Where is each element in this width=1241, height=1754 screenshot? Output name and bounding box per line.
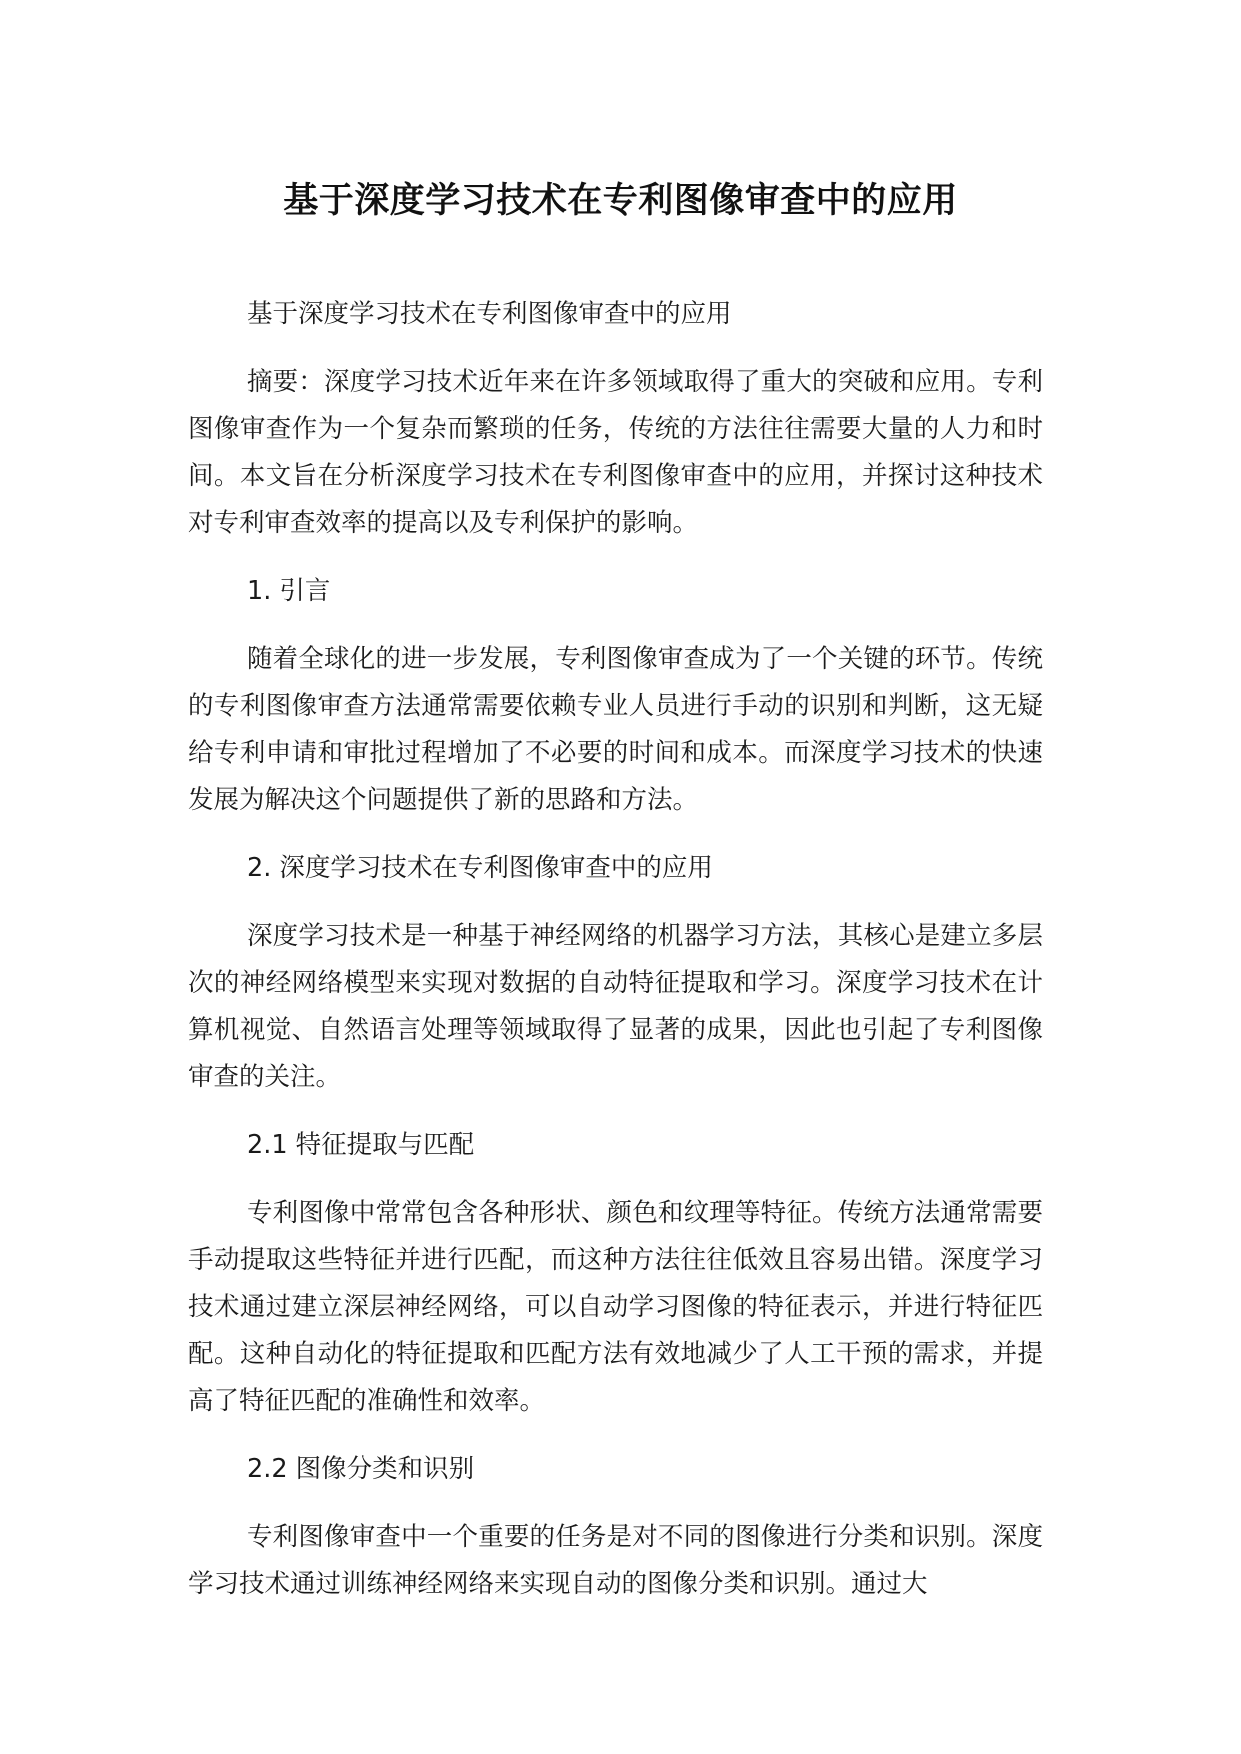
section-2-paragraph: 深度学习技术是一种基于神经网络的机器学习方法，其核心是建立多层次的神经网络模型来实现对数据的自动特征提取和学习。深度学习技术在计算机视觉、自然语言处理等领域取得了显著的成果，因此也引起了专利图像审查的关注。 [188,921,1043,1092]
section-2-1-paragraph: 专利图像中常常包含各种形状、颜色和纹理等特征。传统方法通常需要手动提取这些特征并进行匹配，而这种方法往往低效且容易出错。深度学习技术通过建立深层神经网络，可以自动学习图像的特征表示，并进行特征匹配。这种自动化的特征提取和匹配方法有效地减少了人工干预的需求，并提高了特征匹配的准确性和效率。 [188,1198,1043,1416]
section-2-2-paragraph: 专利图像审查中一个重要的任务是对不同的图像进行分类和识别。深度学习技术通过训练神经网络来实现自动的图像分类和识别。通过大 [188,1522,1043,1599]
document-title: 基于深度学习技术在专利图像审查中的应用 [283,181,958,221]
subtitle: 基于深度学习技术在专利图像审查中的应用 [247,299,732,329]
section-2-2-heading: 2.2 图像分类和识别 [247,1454,475,1484]
section-2-heading: 2. 深度学习技术在专利图像审查中的应用 [247,853,713,883]
section-1-paragraph: 随着全球化的进一步发展，专利图像审查成为了一个关键的环节。传统的专利图像审查方法通常需要依赖专业人员进行手动的识别和判断，这无疑给专利申请和审批过程增加了不必要的时间和成本。而深度学习技术的快速发展为解决这个问题提供了新的思路和方法。 [188,644,1043,815]
section-1-heading: 1. 引言 [247,576,331,606]
section-2-1-heading: 2.1 特征提取与匹配 [247,1130,475,1160]
document-body [188,291,1043,1629]
abstract-paragraph: 摘要：深度学习技术近年来在许多领域取得了重大的突破和应用。专利图像审查作为一个复杂而繁琐的任务，传统的方法往往需要大量的人力和时间。本文旨在分析深度学习技术在专利图像审查中的应用，并探讨这种技术对专利审查效率的提高以及专利保护的影响。 [188,367,1043,538]
